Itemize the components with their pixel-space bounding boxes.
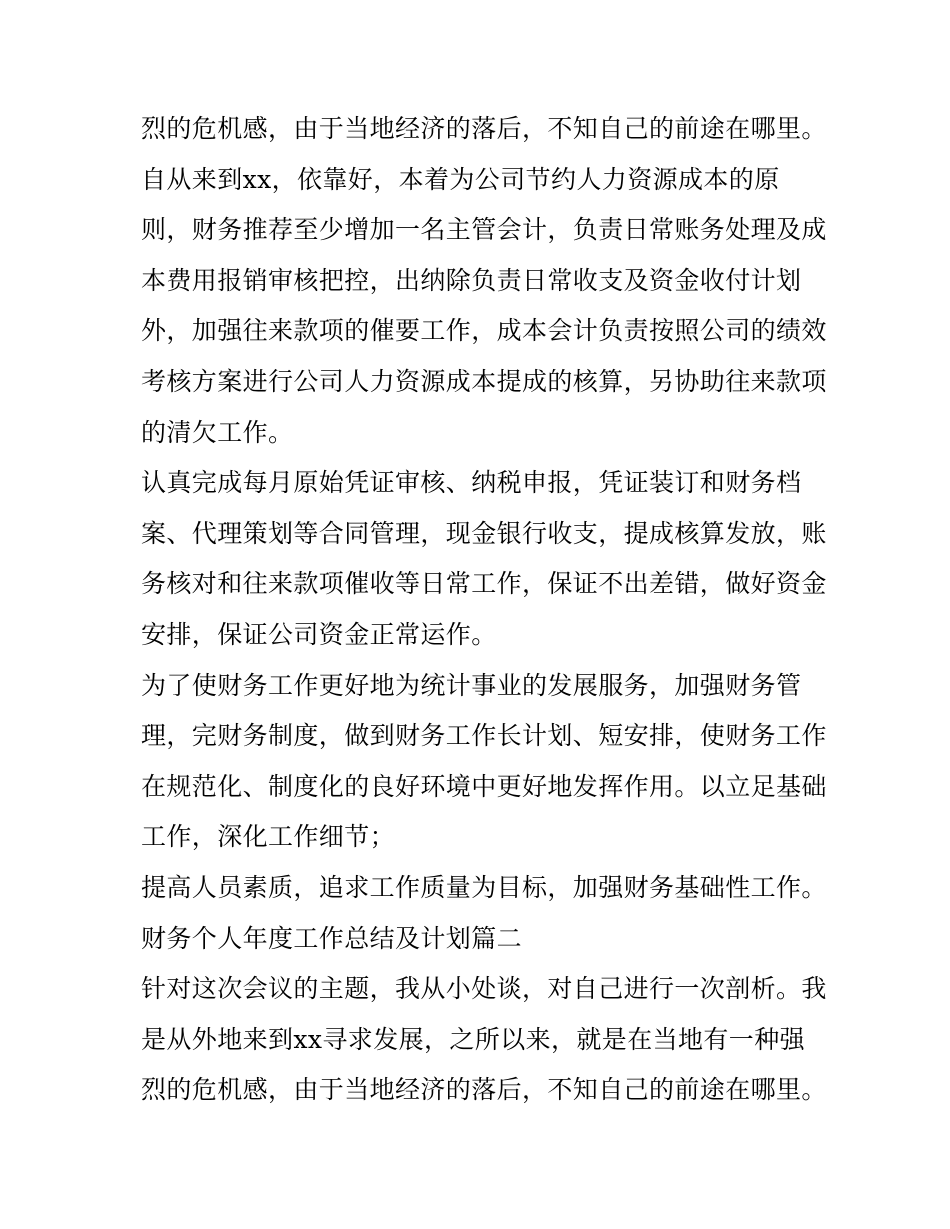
- text-line: 提高人员素质，追求工作质量为目标，加强财务基础性工作。: [141, 872, 827, 902]
- text-line: 考核方案进行公司人力资源成本提成的核算，另协助往来款项: [141, 366, 827, 396]
- text-line: 是从外地来到xx寻求发展，之所以来，就是在当地有一种强: [141, 1024, 806, 1054]
- text-line: 在规范化、制度化的良好环境中更好地发挥作用。以立足基础: [141, 771, 827, 801]
- text-line: 案、代理策划等合同管理，现金银行收支，提成核算发放，账: [141, 518, 827, 548]
- text-line: 烈的危机感，由于当地经济的落后，不知自己的前途在哪里。: [141, 114, 827, 143]
- text-line: 烈的危机感，由于当地经济的落后，不知自己的前途在哪里。: [141, 1075, 827, 1105]
- text-line: 认真完成每月原始凭证审核、纳税申报，凭证装订和财务档: [141, 468, 802, 498]
- text-line: 自从来到xx，依靠好，本着为公司节约人力资源成本的原: [141, 164, 780, 194]
- text-line: 安排，保证公司资金正常运作。: [141, 619, 497, 649]
- text-line: 针对这次会议的主题，我从小处谈，对自己进行一次剖析。我: [141, 974, 827, 1004]
- text-line: 务核对和往来款项催收等日常工作，保证不出差错，做好资金: [141, 569, 827, 599]
- text-line: 则，财务推荐至少增加一名主管会计，负责日常账务处理及成: [141, 215, 827, 245]
- text-line: 本费用报销审核把控，出纳除负责日常收支及资金收付计划: [141, 265, 802, 295]
- section-heading: 财务个人年度工作总结及计划篇二: [141, 923, 523, 953]
- text-line: 为了使财务工作更好地为统计事业的发展服务，加强财务管: [141, 670, 802, 700]
- text-line: 理，完财务制度，做到财务工作长计划、短安排，使财务工作: [141, 721, 827, 751]
- text-line: 工作，深化工作细节；: [141, 822, 396, 852]
- text-line: 的清欠工作。: [141, 417, 294, 447]
- text-line: 外，加强往来款项的催要工作，成本会计负责按照公司的绩效: [141, 316, 827, 346]
- document-body: [141, 104, 841, 1116]
